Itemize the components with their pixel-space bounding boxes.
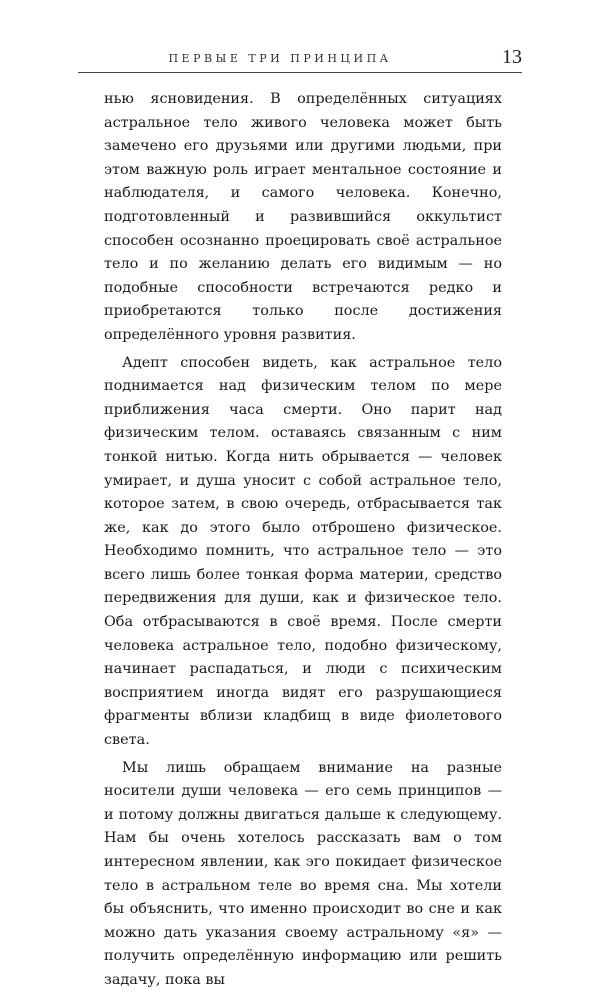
- paragraph-2: Адепт способен видеть, как астральное тело поднимается над физическим телом по мере приближения часа смерти. Оно парит над физическим телом. оставаясь связанным с ним тонкой нитью. Когда нить обрывается — человек умирает, и душа уносит с собой астральное тело, которое затем, в свою очередь, отбрасывается так же, как до этого было отброшено физическое. Необходимо помнить, что астральное тело — это всего лишь более тонкая форма материи, средство передвижения для души, как и физическое тело. Оба отбрасываются в своё время. После смерти человека астральное тело, подобно физическому, начинает распадаться, и люди с психическим восприятием иногда видят его разрушающиеся фрагменты вблизи кладбищ в виде фиолетового света.: [104, 354, 502, 749]
- running-title: ПЕРВЫЕ ТРИ ПРИНЦИПА: [168, 52, 392, 65]
- body-text: [104, 88, 502, 993]
- header-rule: [78, 72, 522, 73]
- page-number: 13: [502, 46, 522, 68]
- running-head: [78, 44, 522, 74]
- paragraph-3: Мы лишь обращаем внимание на разные носители души человека — его семь принципов — и потому должны двигаться дальше к следующему. Нам бы очень хотелось рассказать вам о том интересном явлении, как эго покидает физическое тело в астральном теле во время сна. Мы хотели бы объяснить, что именно происходит во сне и как можно дать указания своему астральному «я» — получить определённую информацию или решить задачу, пока вы: [104, 759, 502, 988]
- paragraph-1: нью ясновидения. В определённых ситуациях астральное тело живого человека может быть замечено его друзьями или другими людьми, при этом важную роль играет ментальное состояние и наблюдателя, и самого человека. Конечно, подготовленный и развившийся оккультист способен осознанно проецировать своё астральное тело и по желанию делать его видимым — но подобные способности встречаются редко и приобретаются только после достижения определённого уровня развития.: [104, 91, 502, 343]
